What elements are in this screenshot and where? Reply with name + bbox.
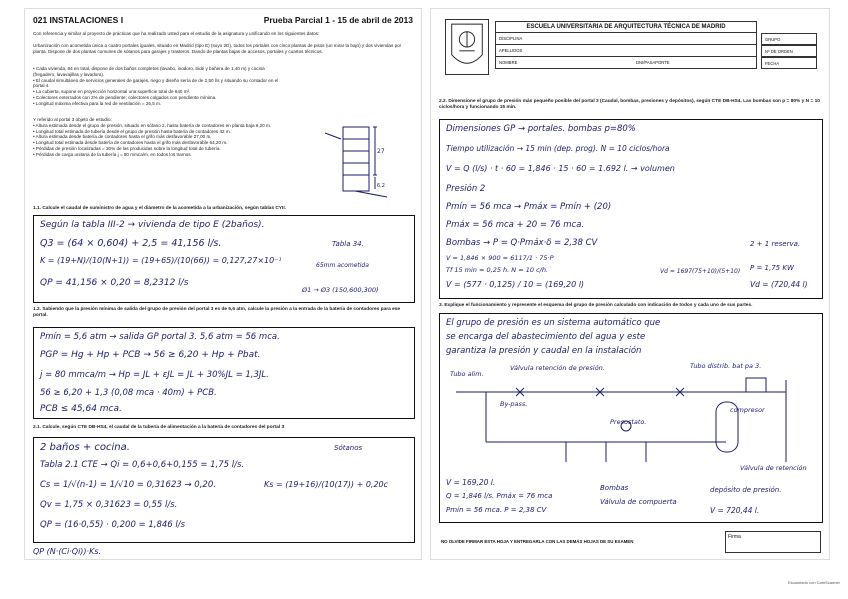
answer-box-3 <box>439 313 823 523</box>
hw-line: Según la tabla III-2 → vivienda de tipo E (2baños). <box>40 220 265 230</box>
hw-line: 2 baños + cocina. <box>40 442 130 453</box>
scanner-credit: Escaneado con CamScanner <box>787 580 840 585</box>
hw-line: El grupo de presión es un sistema automático que <box>446 318 661 328</box>
footer-instruction: NO OLVIDE FIRMAR ESTA HOJA Y ENTREGARLA CON LAS DEMÁS HOJAS DE SU EXAMEN <box>441 539 634 544</box>
hw-line: V = 1,846 × 900 = 6117/1 · 75·P <box>446 254 554 262</box>
question-2-2: 2.2. Dimensione el grupo de presión más pequeño posible del portal 3 (Caudal, bombas, presiones y depósitos), según CTE DB-HS4. Las bombas son p = 80% y N = 10 ciclos/hora y funcionando 15 min. <box>439 99 820 110</box>
bullets-general <box>33 66 281 107</box>
hw-line: j = 80 mmca/m → Hp = JL + εJL = JL + 30%JL = 1,3JL. <box>40 370 269 380</box>
hw-note: Tabla 34. <box>332 240 364 248</box>
question-3: 3. Explique el funcionamiento y represente el esquema del grupo de presión calculado con indicación de todos y cada uno de sus partes. <box>439 303 753 308</box>
bullet: • El caudal simultáneo de servicios generales de garajes, riego y diseño sería de de 2,50 l/s y situando su contador en el portal 4. <box>33 77 279 89</box>
hw-note: Sótanos <box>334 444 363 452</box>
hw-line: Pmín = 5,6 atm → salida GP portal 3. 5,6 atm = 56 mca. <box>40 332 280 342</box>
diagram-label: Q = 1,846 l/s. Pmáx = 76 mca <box>446 492 553 500</box>
diagram-label: Tubo distrib. bat pa 3. <box>690 362 762 370</box>
hw-line: Bombas → P = Q·Pmáx·δ = 2,38 CV <box>446 238 598 248</box>
hw-line: Pmín = 56 mca → Pmáx = Pmín + (20) <box>446 202 612 212</box>
school-seal-icon <box>445 19 489 75</box>
hw-line: 2 + 1 reserva. <box>750 240 801 248</box>
diagram-label: Válvula retención de presión. <box>510 364 605 372</box>
field-label: NOMBRE <box>499 60 518 65</box>
cell-grupo: GRUPO <box>761 33 817 45</box>
diagram-label: Tubo alim. <box>450 370 484 378</box>
diagram-label: V = 169,20 l. <box>446 478 496 487</box>
field-label: DNI/PASAPORTE <box>636 60 670 65</box>
right-exam-sheet <box>430 8 830 560</box>
intro-text-2: Urbanización con acometida única a cuatro portales iguales, situado en Madrid (tipo E) (suyo 2D), todos los portales con cinco plantas de pisos (un mirar la bajo) y dos viviendas por planta. Dispone de dos plantas comunes de sótanos para garajes y trasteros. Dando de plantas bajas de accesos, portales y cuartos técnicos. <box>33 43 402 54</box>
answer-box-1-1 <box>33 215 415 303</box>
hw-note: 65mm acometida <box>316 262 369 269</box>
hw-line: K = (19+N)/(10(N+1)) = (19+65)/(10(66)) = 0,127,27×10⁻¹ <box>40 256 282 265</box>
diagram-label: By-pass. <box>500 400 528 408</box>
hw-line: Tabla 2.1 CTE → Qi = 0,6+0,6+0,155 = 1,75 l/s. <box>40 460 245 470</box>
hw-line: V = (577 · 0,125) / 10 = (169,20 l) <box>446 280 585 289</box>
school-name: ESCUELA UNIVERSITARIA DE ARQUITECTURA TÉCNICA DE MADRID <box>495 21 757 33</box>
question-1-1: 1.1. Calcule el caudal de suministro de agua y el diámetro de la acometida a la urbanización, según tablas CYII. <box>33 206 286 211</box>
diagram-label: V = 720,44 l. <box>710 506 760 515</box>
bullet: • La cubierta, supone en proyección horizontal una superficie total de 640 m². <box>33 89 191 95</box>
field-nombre <box>495 57 757 69</box>
question-1-2: 1.2. Sabiendo que la presión mínima de salida del grupo de presión del portal 3 es de 5,6 atm, calcule la presión a la entrada de la batería de contadores para ese portal. <box>33 307 401 318</box>
bullet: • Altura estimada desde batería de contadores hasta el grifo más desfavorable 27,00 m. <box>33 134 212 140</box>
exam-title: Prueba Parcial 1 - 15 de abril de 2013 <box>263 15 413 25</box>
diagram-label: Válvula de compuerta <box>600 498 677 506</box>
field-apellidos: APELLIDOS <box>495 45 757 57</box>
hw-line: PCB ≤ 45,64 mca. <box>40 404 122 414</box>
bullet: Y referido al portal 3 objeto de estudio: <box>33 117 112 122</box>
diagram-label: compresor <box>730 406 765 414</box>
hw-line: Presión 2 <box>446 184 486 194</box>
diagram-label: Presostato. <box>610 418 647 426</box>
hw-line: P = 1,75 KW <box>750 264 794 272</box>
bullet: • Longitud máxima efectiva para la red de ventilación = 26,5 m. <box>33 100 162 106</box>
hw-line: Cs = 1/√(n-1) = 1/√10 = 0,31623 → 0,20. <box>40 480 216 490</box>
hw-line: Ks = (19+16)/(10(17)) + 0,20c <box>264 480 389 489</box>
bullet: • Cada vivienda, 84 en total, dispone de dos baños completos (lavabo, inodoro, bidé y bañera de 1,40 m) y cocina (fregadero, lavavajillas y lavadora). <box>33 66 265 77</box>
field-disciplina: DISCIPLINA <box>495 33 757 45</box>
hw-line: QP (N·(Ci·Qi))·Ks. <box>33 547 102 556</box>
hw-line: V = Q (l/s) · t · 60 = 1,846 · 15 · 60 = 1.692 l. → volumen <box>446 164 675 173</box>
hw-line: Qv = 1,75 × 0,31623 = 0,55 l/s. <box>40 500 178 510</box>
answer-box-2-1 <box>33 437 415 543</box>
question-2-1: 2.1. Calcule, según CTE DB-HS4, el caudal de la tubería de alimentación a la batería de contadores del portal 3 <box>33 425 285 430</box>
bullet: • Pérdidas de carga unitaria de la tubería j = 80 mmca/m, en todos los tramos. <box>33 151 192 157</box>
signature-box: Firma <box>725 531 821 553</box>
diagram-label: Válvula de retención <box>740 464 807 472</box>
hw-line: Vd = 1697(75+10)/(5+10) <box>660 268 741 275</box>
hw-line: Q3 = (64 × 0,604) + 2,5 = 41,156 l/s. <box>40 238 222 249</box>
bullets-portal3 <box>33 117 281 158</box>
svg-text:6,2: 6,2 <box>377 183 385 189</box>
answer-box-2-2 <box>439 119 823 299</box>
course-title: 021 INSTALACIONES I <box>33 15 124 25</box>
bullet: • Longitud total estimada desde batería de contadores hasta el grifo más desfavorable 64,20 m. <box>33 140 228 146</box>
hw-line: Tf 15 min = 0,25 h. N = 10 c/h. <box>446 266 549 274</box>
svg-text:27: 27 <box>377 148 385 155</box>
hw-note: Ø1 → Ø3 (150,600,300) <box>302 286 379 294</box>
hw-line: garantiza la presión y caudal en la instalación <box>446 346 642 356</box>
bullet: • Longitud total estimada de tubería desde el grupo de presión hasta batería de contadores 42 m. <box>33 128 231 134</box>
hw-line: Pmáx = 56 mca + 20 = 76 mca. <box>446 220 585 230</box>
answer-box-1-2 <box>33 327 415 419</box>
hw-line: Vd = (720,44 l) <box>750 280 808 289</box>
bullet: • Pérdidas de presión localizadas = 30% de las producidas sobre la longitud total de tubería. <box>33 145 221 151</box>
diagram-label: depósito de presión. <box>710 486 782 494</box>
hw-line: Dimensiones GP → portales. bombas p=80% <box>446 124 636 134</box>
hw-line: PGP = Hg + Hp + PCB → 56 ≥ 6,20 + Hp + Pbat. <box>40 350 261 360</box>
hw-line: Tiempo utilización → 15 min (dep. prog). N = 10 ciclos/hora <box>446 144 670 153</box>
hw-line: 56 ≥ 6,20 + 1,3 (0,08 mca · 40m) + PCB. <box>40 388 217 398</box>
diagram-label: Bombas <box>600 484 629 492</box>
bullet: • Colectores enterrados con 2% de pendiente; colectores colgados con pendiente mínima. <box>33 94 217 100</box>
hw-line: se encarga del abastecimiento del agua y este <box>446 332 646 342</box>
left-header <box>33 15 413 29</box>
cell-orden: Nº DE ORDEN <box>761 45 817 57</box>
hw-line: QP = (16·0,55) · 0,200 = 1,846 l/s <box>40 520 186 530</box>
intro-text: Con referencia y similar al proyecto de prácticas que ha realizado usted para el estudio de la asignatura y unificando en los siguientes datos: <box>33 31 320 36</box>
bullet: • Altura estimada desde el grupo de presión, situado en sótano 2, hasta batería de contadores en planta baja 6,20 m. <box>33 122 272 128</box>
left-exam-sheet <box>24 8 422 560</box>
diagram-label: Pmín = 56 mca. P = 2,38 CV <box>446 506 547 514</box>
building-sketch <box>315 109 415 201</box>
hw-line: QP = 41,156 × 0,20 = 8,2312 l/s <box>40 278 189 288</box>
cell-fecha: FECHA <box>761 57 817 69</box>
